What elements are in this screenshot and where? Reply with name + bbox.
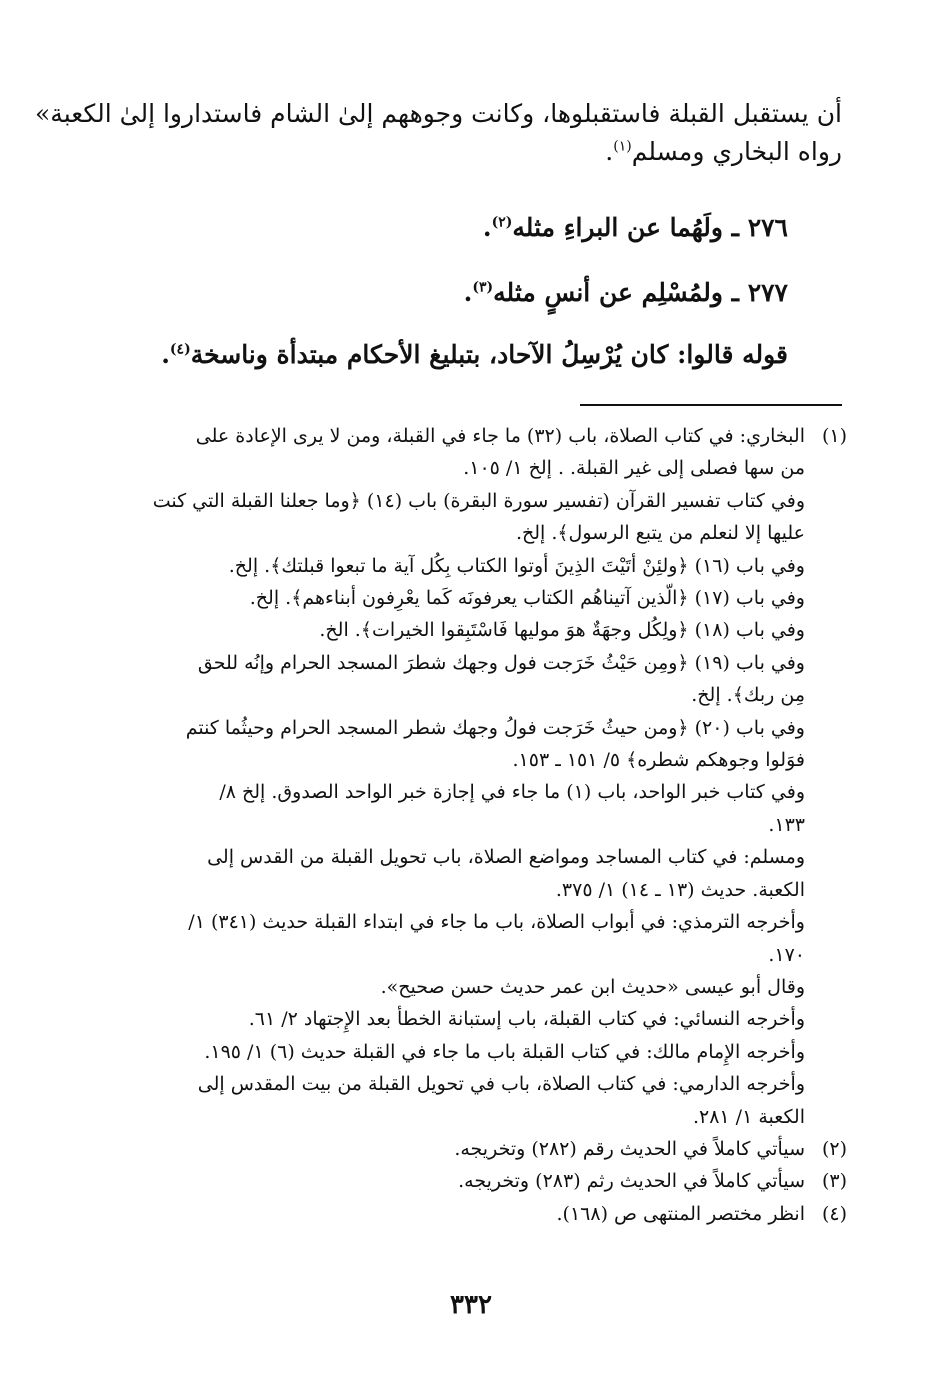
footnote-line bbox=[99, 744, 847, 776]
main-text-line-1 bbox=[35, 96, 842, 132]
footnote-line bbox=[99, 776, 847, 808]
footnote-text: وفي باب (١٧) ﴿الّذين آتيناهُم الكتاب يعرفونَه كَما يعْرِفون أبناءهم﴾. إلخ. bbox=[249, 587, 805, 610]
main-text-line-2-period: . bbox=[605, 137, 614, 166]
footnote-text: من سها فصلى إلى غير القبلة. . إلخ ١/ ١٠٥. bbox=[463, 457, 805, 480]
qawl-heading bbox=[161, 337, 788, 373]
footnote-ref-1: (١) bbox=[613, 138, 632, 155]
footnote-text: ١٣٣. bbox=[768, 813, 805, 836]
footnote-line bbox=[99, 485, 847, 517]
hadith-277 bbox=[464, 275, 788, 311]
footnote-line bbox=[99, 906, 847, 938]
footnote-text: سيأتي كاملاً في الحديث رقم (٢٨٢) وتخريجه. bbox=[454, 1137, 805, 1160]
footnote-text: عليها إلا لنعلم من يتبع الرسول﴾. إلخ. bbox=[515, 522, 805, 545]
footnote-text: فوَلوا وجوهكم شطره﴾ ٥/ ١٥١ ـ ١٥٣. bbox=[512, 749, 805, 772]
footnote-text: ومسلم: في كتاب المساجد ومواضع الصلاة، باب تحويل القبلة من القدس إلى bbox=[207, 846, 805, 869]
footnote-text: انظر مختصر المنتهى ص (١٦٨). bbox=[556, 1202, 805, 1225]
hadith-276 bbox=[483, 210, 788, 246]
main-text-line-2 bbox=[100, 134, 842, 170]
footnote-line bbox=[99, 874, 847, 906]
footnote-separator bbox=[580, 404, 842, 406]
footnote-line bbox=[99, 679, 847, 711]
footnote-line bbox=[99, 452, 847, 484]
footnote-text: وفي باب (٢٠) ﴿ومن حيثُ خَرَجت فولُ وجهك شطر المسجد الحرام وحيثُما كنتم bbox=[185, 716, 805, 739]
main-text-line-2-text: رواه البخاري ومسلم bbox=[631, 137, 842, 166]
qawl-heading-period: . bbox=[161, 340, 170, 369]
footnote-text: وأخرجه الدارمي: في كتاب الصلاة، باب في تحويل القبلة من بيت المقدس إلى bbox=[197, 1073, 805, 1096]
footnote-line bbox=[99, 614, 847, 646]
footnote-number: (٣) bbox=[821, 1170, 847, 1193]
footnote-text: الكعبة ١/ ٢٨١. bbox=[692, 1105, 805, 1128]
footnote-ref-3: (٣) bbox=[472, 279, 494, 296]
footnote-number: (٤) bbox=[821, 1202, 847, 1225]
footnote-text: سيأتي كاملاً في الحديث رثم (٢٨٣) وتخريجه. bbox=[458, 1170, 805, 1193]
footnote-text: وقال أبو عيسى «حديث ابن عمر حديث حسن صحيح». bbox=[380, 975, 805, 998]
footnote-line bbox=[99, 939, 847, 971]
footnote-line bbox=[99, 1133, 847, 1165]
qawl-heading-text: قوله قالوا: كان يُرْسِلُ الآحاد، بتبليغ الأحكام مبتدأة وناسخة bbox=[190, 340, 788, 369]
main-text-line-1-text: أن يستقبل القبلة فاستقبلوها، وكانت وجوههم إلىٰ الشام فاستداروا إلىٰ الكعبة» bbox=[35, 99, 842, 128]
footnote-ref-2: (٢) bbox=[491, 214, 513, 231]
footnote-line bbox=[99, 517, 847, 549]
footnote-line bbox=[99, 712, 847, 744]
page-number: ٣٣٢ bbox=[450, 1290, 492, 1320]
footnote-text: وأخرجه النسائي: في كتاب القبلة، باب إستبانة الخطأ بعد الإِجتهاد ٢/ ٦١. bbox=[248, 1008, 805, 1031]
footnote-line bbox=[99, 1036, 847, 1068]
footnote-text: البخاري: في كتاب الصلاة، باب (٣٢) ما جاء في القبلة، ومن لا يرى الإعادة على bbox=[195, 425, 805, 447]
footnote-text: ١٧٠. bbox=[768, 943, 805, 966]
hadith-277-text: ٢٧٧ ـ ولمُسْلِم عن أنسٍ مثله bbox=[493, 278, 788, 307]
footnote-text: الكعبة. حديث (١٣ ـ ١٤) ١/ ٣٧٥. bbox=[555, 878, 805, 901]
footnote-text: مِن ربك﴾. إلخ. bbox=[691, 684, 805, 707]
footnote-line bbox=[99, 420, 847, 452]
footnote-line bbox=[99, 1101, 847, 1133]
footnote-line bbox=[99, 1003, 847, 1035]
footnote-line bbox=[99, 647, 847, 679]
footnote-line bbox=[99, 809, 847, 841]
footnote-text: وفي كتاب تفسير القرآن (تفسير سورة البقرة) باب (١٤) ﴿وما جعلنا القبلة التي كنت bbox=[152, 489, 805, 512]
footnote-text: وأخرجه الترمذي: في أبواب الصلاة، باب ما جاء في ابتداء القبلة حديث (٣٤١) ١/ bbox=[188, 911, 805, 934]
footnote-text: وفي كتاب خبر الواحد، باب (١) ما جاء في إجازة خبر الواحد الصدوق. إلخ ٨/ bbox=[219, 781, 805, 804]
footnote-number: (١) bbox=[821, 425, 847, 447]
hadith-276-text: ٢٧٦ ـ ولَهُما عن البراءِ مثله bbox=[512, 213, 788, 242]
footnote-line bbox=[99, 841, 847, 873]
main-text bbox=[35, 96, 842, 168]
footnotes bbox=[99, 420, 847, 1230]
footnote-line bbox=[99, 1068, 847, 1100]
footnote-ref-4: (٤) bbox=[169, 341, 191, 358]
footnote-number: (٢) bbox=[821, 1137, 847, 1160]
footnote-line bbox=[99, 582, 847, 614]
footnote-line bbox=[99, 1165, 847, 1197]
footnote-text: وفي باب (١٩) ﴿ومِن حَيْثُ خَرَجت فول وجهك شطرَ المسجد الحرام وإنُه للحق bbox=[197, 651, 805, 674]
hadith-276-period: . bbox=[482, 213, 492, 242]
footnote-line bbox=[99, 550, 847, 582]
footnote-line bbox=[99, 971, 847, 1003]
hadith-277-period: . bbox=[463, 278, 473, 307]
footnote-text: وفي باب (١٨) ﴿ولِكُل وجهَةٌ هوَ موليها فَاسْتَبِقوا الخيرات﴾. الخ. bbox=[319, 619, 805, 642]
footnote-text: وفي باب (١٦) ﴿ولئِنْ أتَيْتَ الذِينَ أوتوا الكتاب بِكُل آية ما تبعوا قبلتك﴾. إلخ. bbox=[228, 554, 805, 577]
footnote-text: وأخرجه الإِمام مالك: في كتاب القبلة باب ما جاء في القبلة حديث (٦) ١/ ١٩٥. bbox=[204, 1040, 805, 1063]
footnote-line bbox=[99, 1198, 847, 1230]
